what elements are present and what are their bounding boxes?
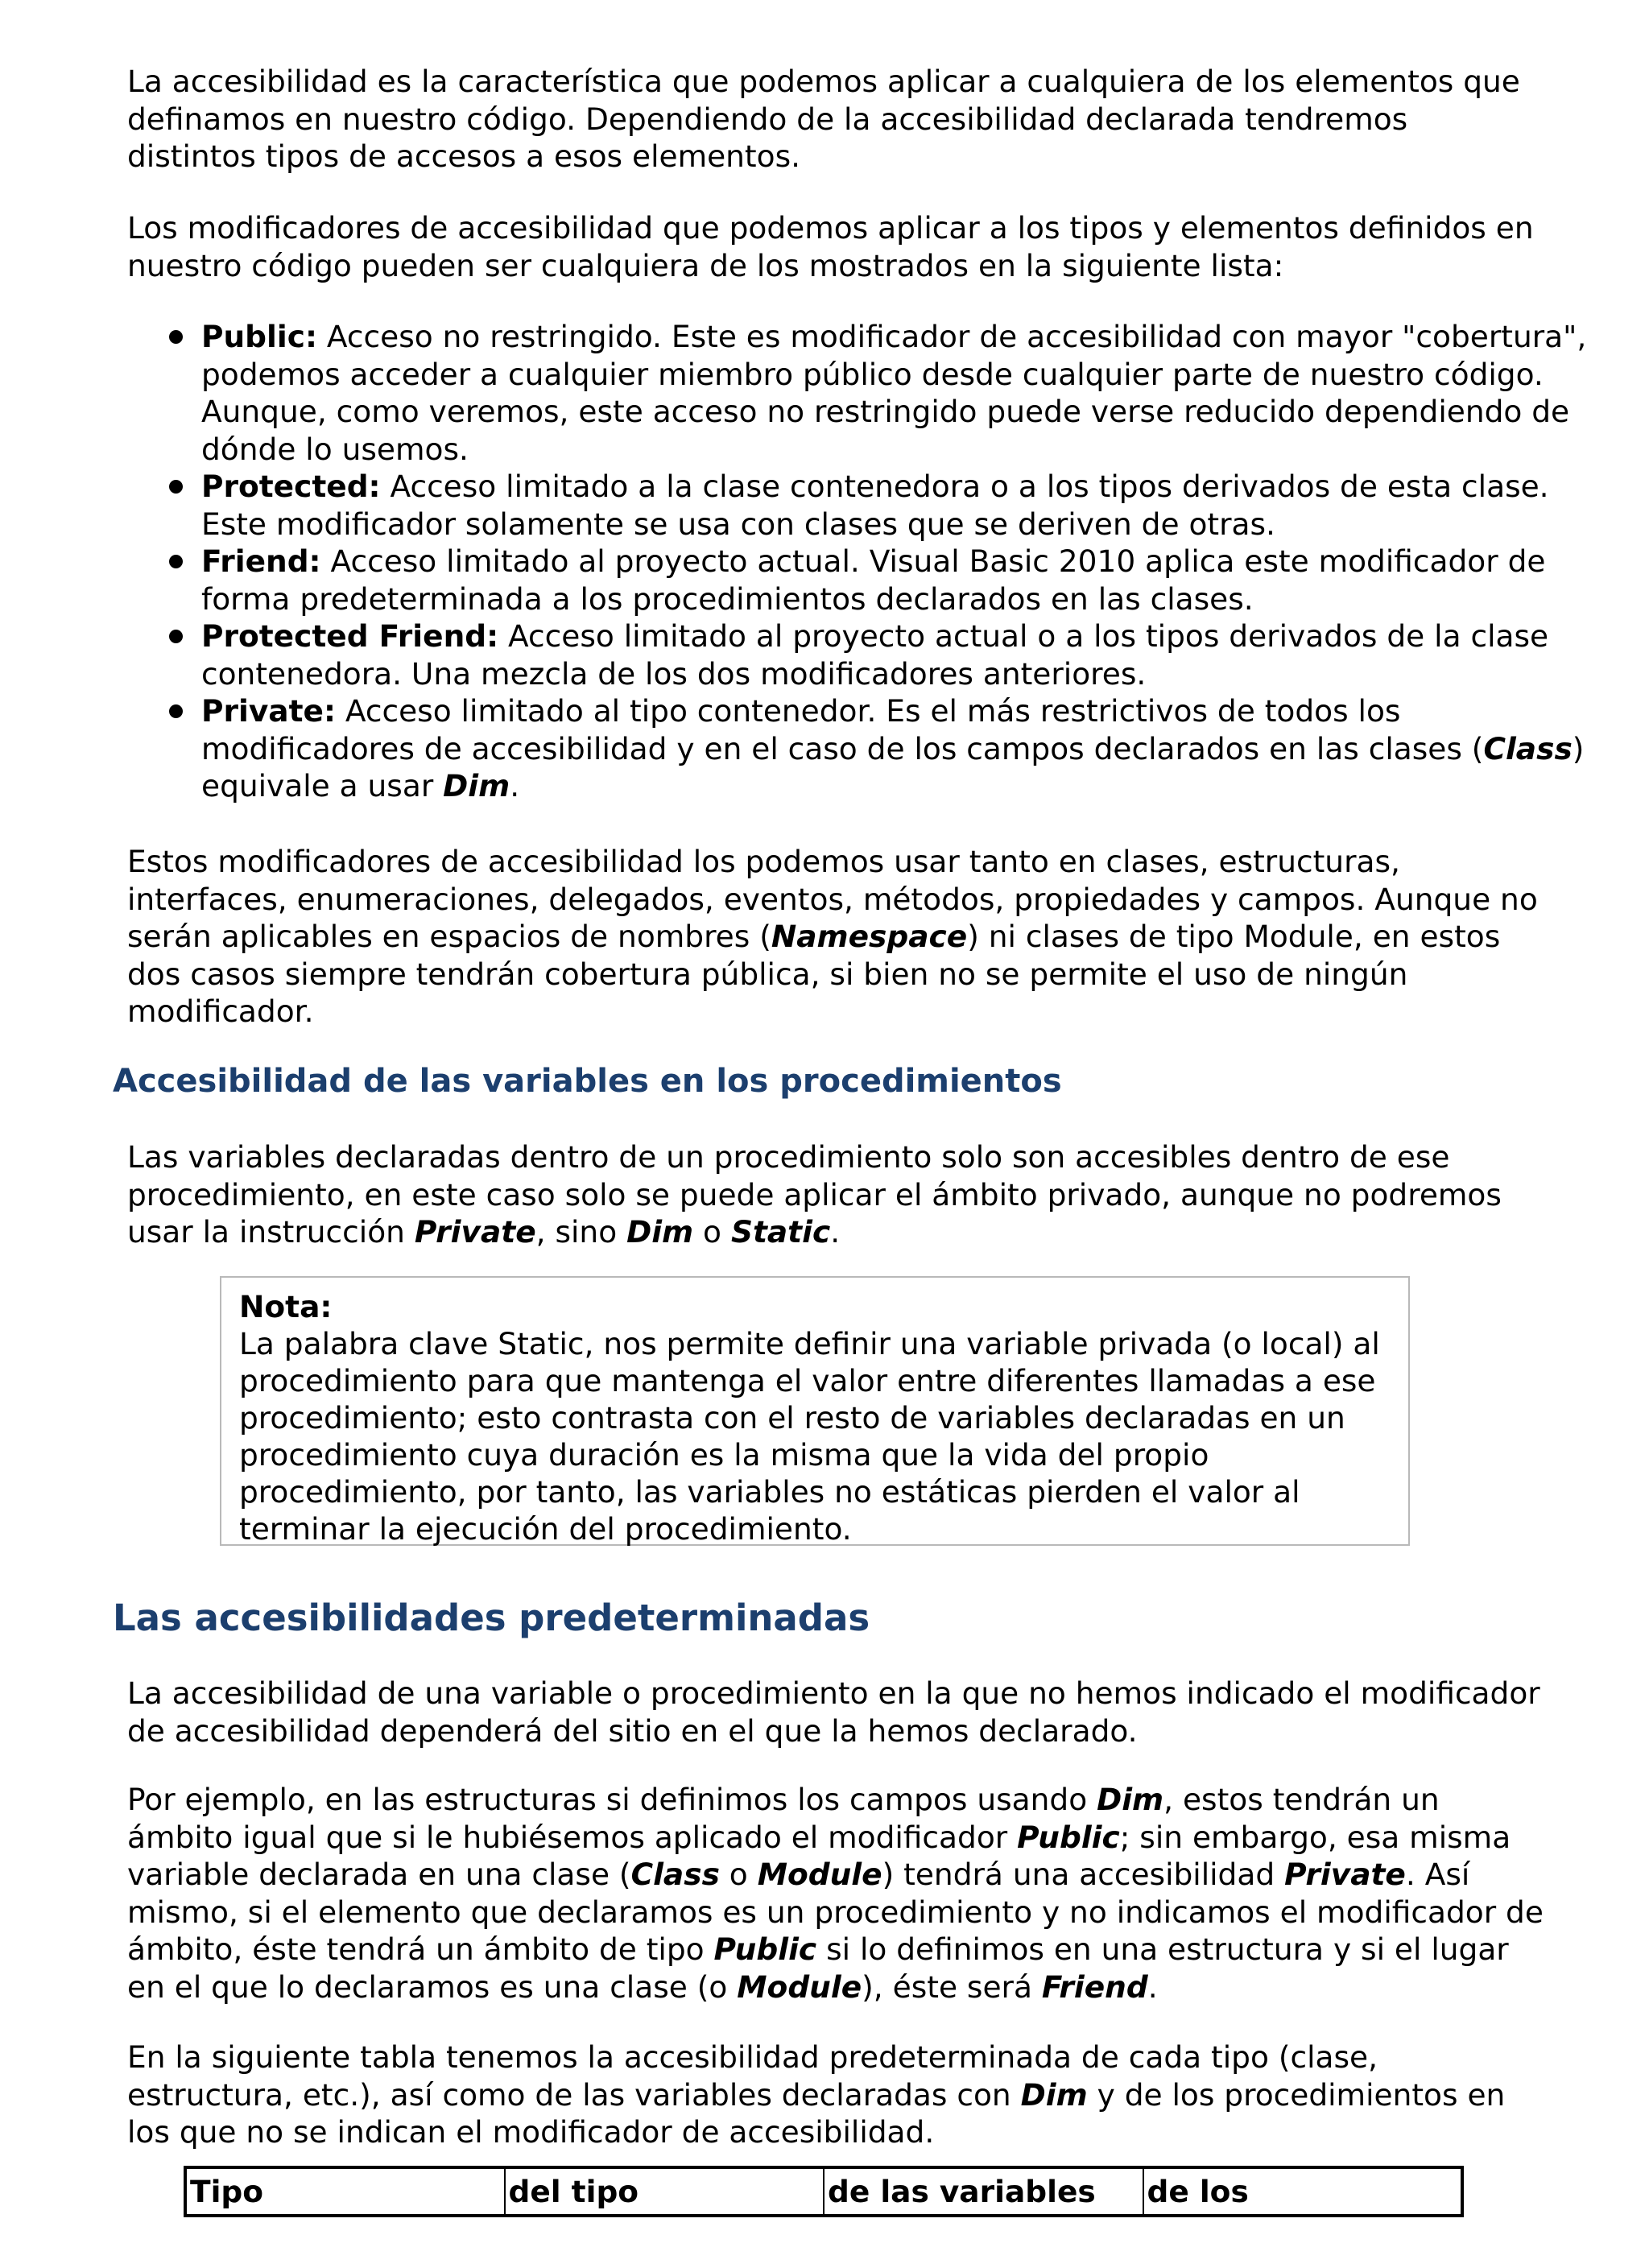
variables-text-b: , sino (535, 1214, 627, 1250)
keyword-dim: Dim (626, 1214, 694, 1250)
keyword-module: Module (737, 1968, 862, 2005)
keyword-dim: Dim (1020, 2076, 1088, 2113)
term-public: Public: (201, 319, 317, 354)
keyword-class: Class (1483, 730, 1573, 766)
term-protected: Protected: (201, 469, 381, 504)
term-friend: Friend: (201, 543, 321, 579)
p2-text-b: , estos tendrán un ámbito igual que si le hubiésemos aplicado el modificador (127, 1782, 1440, 1855)
variables-paragraph (127, 1138, 1544, 1251)
p3-text-a: En la siguiente tabla tenemos la accesibilidad predeterminada de cada tipo (clase, estructura, etc.), así como de las variables declaradas con (127, 2039, 1378, 2113)
list-item-protected (201, 468, 1618, 543)
usage-paragraph (127, 843, 1544, 1031)
list-item-private (201, 692, 1618, 805)
list-item-public (201, 318, 1618, 468)
table-header-cell: de las variables (824, 2167, 1143, 2216)
list-item-friend (201, 543, 1618, 618)
heading-default-accessibility: Las accesibilidades predeterminadas (113, 1597, 870, 1639)
p2-text-a: Por ejemplo, en las estructuras si definimos los campos usando (127, 1782, 1097, 1817)
p2-text-c: ; sin embargo, esa misma variable declarada en una clase ( (127, 1819, 1511, 1892)
keyword-module: Module (757, 1857, 882, 1892)
keyword-public: Public (713, 1931, 817, 1967)
table-header-row (185, 2167, 1462, 2216)
p3-text-b: y de los procedimientos en los que no se indican el modificador de accesibilidad. (127, 2076, 1506, 2150)
desc-protected-friend: Acceso limitado al proyecto actual o a los tipos derivados de la clase contenedora. Una mezcla de los dos modificadores anteriores. (201, 618, 1549, 692)
desc-public: Acceso no restringido. Este es modificador de accesibilidad con mayor "cobertura", podemos acceder a cualquier miembro público desde cualquier parte de nuestro código. Aunque, como veremos, este acceso no restringido puede verse reducido dependiendo de dónde lo usemos. (201, 319, 1587, 467)
variables-text-a: Las variables declaradas dentro de un procedimiento solo son accesibles dentro de ese procedimiento, en este caso solo se puede aplicar el ámbito privado, aunque no podremos usar la instrucción (127, 1139, 1502, 1250)
default-accessibility-table (184, 2166, 1464, 2217)
desc-friend: Acceso limitado al proyecto actual. Visual Basic 2010 aplica este modificador de forma predeterminada a los procedimientos declarados en las clases. (201, 543, 1546, 617)
table-header-cell: de los (1143, 2167, 1463, 2216)
usage-text-b: ) ni clases de tipo Module, en estos dos casos siempre tendrán cobertura pública, si bien no se permite el uso de ningún modificador. (127, 919, 1501, 1029)
default-paragraph-3 (127, 2039, 1544, 2151)
modifiers-list (127, 318, 1618, 805)
default-paragraph-2 (127, 1781, 1544, 2006)
keyword-static: Static (730, 1214, 831, 1250)
desc-protected: Acceso limitado a la clase contenedora o a los tipos derivados de esta clase. Este modificador solamente se usa con clases que se deriven de otras. (201, 469, 1549, 542)
p2-text-e: ) tendrá una accesibilidad (882, 1857, 1285, 1892)
p2-text-i: . (1147, 1968, 1158, 2005)
desc-private-a: Acceso limitado al tipo contenedor. Es el más restrictivos de todos los modificadores de accesibilidad y en el caso de los campos declarados en las clases ( (201, 693, 1484, 766)
keyword-public: Public (1017, 1819, 1120, 1855)
desc-private-c: . (510, 768, 520, 804)
note-title: Nota: (239, 1289, 333, 1324)
intro-paragraph-2: Los modificadores de accesibilidad que podemos aplicar a los tipos y elementos definidos en nuestro código pueden ser cualquiera de los mostrados en la siguiente lista: (127, 210, 1534, 283)
term-protected-friend: Protected Friend: (201, 618, 499, 654)
p2-text-g: si lo definimos en una estructura y si el lugar en el que lo declaramos es una clase (o (127, 1931, 1509, 2005)
usage-text-a: Estos modificadores de accesibilidad los podemos usar tanto en clases, estructuras, interfaces, enumeraciones, delegados, eventos, métodos, propiedades y campos. Aunque no serán aplicables en espacios de nombres ( (127, 844, 1538, 954)
p2-text-h: ), éste será (862, 1968, 1042, 2005)
p2-text-f: . Así mismo, si el elemento que declaramos es un procedimiento y no indicamos el modificador de ámbito, éste tendrá un ámbito de tipo (127, 1857, 1544, 1967)
intro-paragraph-1: La accesibilidad es la característica que podemos aplicar a cualquiera de los elementos que definamos en nuestro código. Dependiendo de la accesibilidad declarada tendremos distintos tipos de accesos a esos elementos. (127, 64, 1520, 174)
heading-variables-procedures: Accesibilidad de las variables en los procedimientos (113, 1063, 1062, 1100)
term-private: Private: (201, 693, 336, 729)
variables-text-d: . (830, 1214, 841, 1250)
default-paragraph-1: La accesibilidad de una variable o procedimiento en la que no hemos indicado el modificador de accesibilidad dependerá del sitio en el que la hemos declarado. (127, 1675, 1540, 1749)
keyword-friend: Friend (1041, 1968, 1148, 2005)
p2-text-d: o (719, 1857, 758, 1892)
list-item-protected-friend (201, 618, 1618, 692)
keyword-private: Private (414, 1214, 536, 1250)
note-box (220, 1276, 1410, 1546)
keyword-namespace: Namespace (771, 919, 968, 954)
keyword-class: Class (630, 1857, 720, 1892)
table-header-cell: Tipo (185, 2167, 505, 2216)
note-text: La palabra clave Static, nos permite definir una variable privada (o local) al procedimiento para que mantenga el valor entre diferentes llamadas a ese procedimiento; esto contrasta con el resto de variables declaradas en un procedimiento cuya duración es la misma que la vida del propio procedimiento, por tanto, las variables no estáticas pierden el valor al terminar la ejecución del procedimiento. (239, 1326, 1380, 1547)
table-header-cell: del tipo (505, 2167, 824, 2216)
keyword-private: Private (1284, 1857, 1406, 1892)
desc-private-b: ) equivale a usar (201, 730, 1585, 804)
keyword-dim: Dim (443, 768, 510, 804)
variables-text-c: o (693, 1214, 731, 1250)
keyword-dim: Dim (1097, 1782, 1164, 1817)
